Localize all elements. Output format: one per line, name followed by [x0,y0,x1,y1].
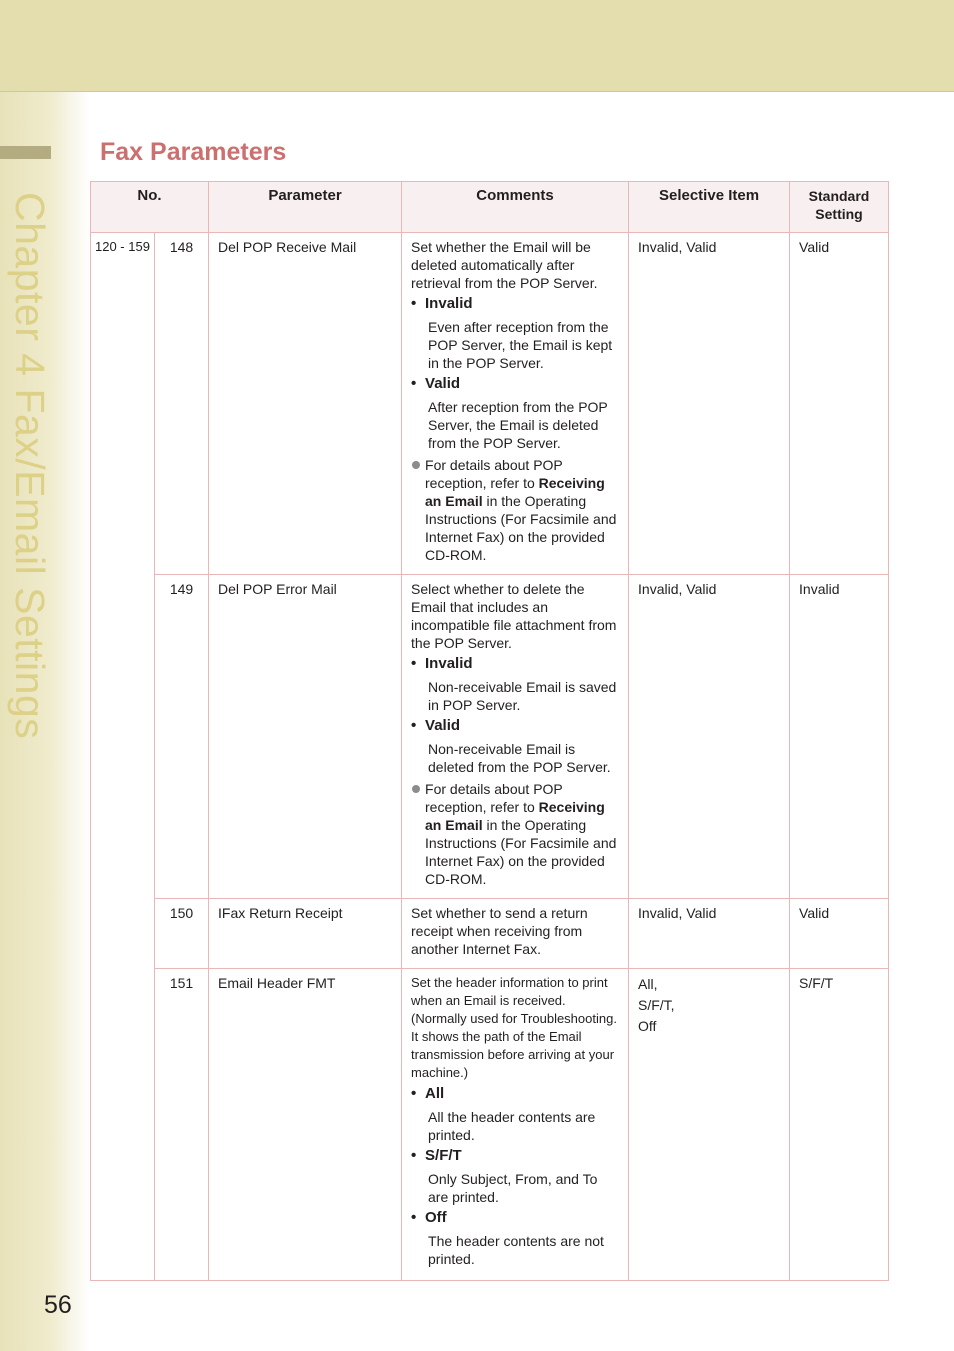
option-desc-valid: After reception from the POP Server, the Email is deleted from the POP Server. [428,399,608,451]
table-header-row [91,182,889,233]
chapter-tab-marker [0,146,51,159]
header-comments: Comments [402,182,629,233]
row-selective-item: Invalid, Valid [629,899,790,969]
row-parameter: IFax Return Receipt [209,899,402,969]
comment-intro: Set the header information to print when an Email is received. (Normally used for Troubleshooting. It shows the path of the Email transmission before arriving at your machine.) [411,975,617,1080]
row-number: 150 [155,899,209,969]
note-text-post: in the Operating Instructions (For Facsimile and Internet Fax) on the provided CD-ROM. [425,493,617,563]
page-number: 56 [44,1291,72,1319]
table-row [91,575,889,899]
row-selective-item: Invalid, Valid [629,233,790,575]
note-reference-title: Receiving an Email [425,475,605,509]
comment-intro: Select whether to delete the Email that includes an incompatible file attachment from the POP Server. [411,581,617,651]
row-comments [402,233,629,575]
option-label-sft: • S/F/T [411,1147,619,1165]
table-row [91,899,889,969]
note-text-pre: For details about POP reception, refer to [425,781,563,815]
row-standard-setting: Invalid [790,575,889,899]
row-selective-item [629,969,790,1281]
header-standard-line1: Standard [808,188,870,204]
option-desc-all: All the header contents are printed. [428,1109,596,1143]
note-text-pre: For details about POP reception, refer to [425,457,563,491]
note-bullet-icon [412,785,420,793]
header-band [0,0,954,92]
header-selective-item: Selective Item [629,182,790,233]
note-bullet-icon [412,461,420,469]
option-desc-invalid: Even after reception from the POP Server, the Email is kept in the POP Server. [428,319,613,371]
row-number: 148 [155,233,209,575]
page-title: Fax Parameters [100,138,287,166]
selective-option: All, [638,976,658,992]
selective-option: S/F/T, [638,997,675,1013]
row-number: 151 [155,969,209,1281]
header-standard-setting [790,182,889,233]
row-parameter: Email Header FMT [209,969,402,1281]
option-desc-valid: Non-receivable Email is deleted from the POP Server. [428,741,611,775]
row-comments [402,575,629,899]
reference-note [411,456,619,564]
row-standard-setting: S/F/T [790,969,889,1281]
header-parameter: Parameter [209,182,402,233]
row-parameter: Del POP Error Mail [209,575,402,899]
row-comments [402,969,629,1281]
table-row [91,233,889,575]
row-standard-setting: Valid [790,899,889,969]
range-cell: 120 - 159 [91,233,155,1281]
option-label-all: • All [411,1085,619,1103]
option-label-invalid: • Invalid [411,295,619,313]
reference-note [411,780,619,888]
comment-intro: Set whether to send a return receipt when receiving from another Internet Fax. [411,905,588,957]
note-text-post: in the Operating Instructions (For Facsimile and Internet Fax) on the provided CD-ROM. [425,817,617,887]
option-label-invalid: • Invalid [411,655,619,673]
parameters-table [90,181,889,1281]
option-desc-invalid: Non-receivable Email is saved in POP Server. [428,679,617,713]
option-desc-sft: Only Subject, From, and To are printed. [428,1171,598,1205]
header-no: No. [91,182,209,233]
row-number: 149 [155,575,209,899]
comment-intro: Set whether the Email will be deleted automatically after retrieval from the POP Server. [411,239,598,291]
option-label-valid: • Valid [411,717,619,735]
chapter-label: Chapter 4 Fax/Email Settings [7,192,53,740]
option-desc-off: The header contents are not printed. [428,1233,604,1267]
selective-option: Off [638,1018,657,1034]
note-reference-title: Receiving an Email [425,799,605,833]
option-label-off: • Off [411,1209,619,1227]
option-label-valid: • Valid [411,375,619,393]
row-parameter: Del POP Receive Mail [209,233,402,575]
row-standard-setting: Valid [790,233,889,575]
header-standard-line2: Setting [815,206,863,222]
row-selective-item: Invalid, Valid [629,575,790,899]
table-row [91,969,889,1281]
row-comments [402,899,629,969]
